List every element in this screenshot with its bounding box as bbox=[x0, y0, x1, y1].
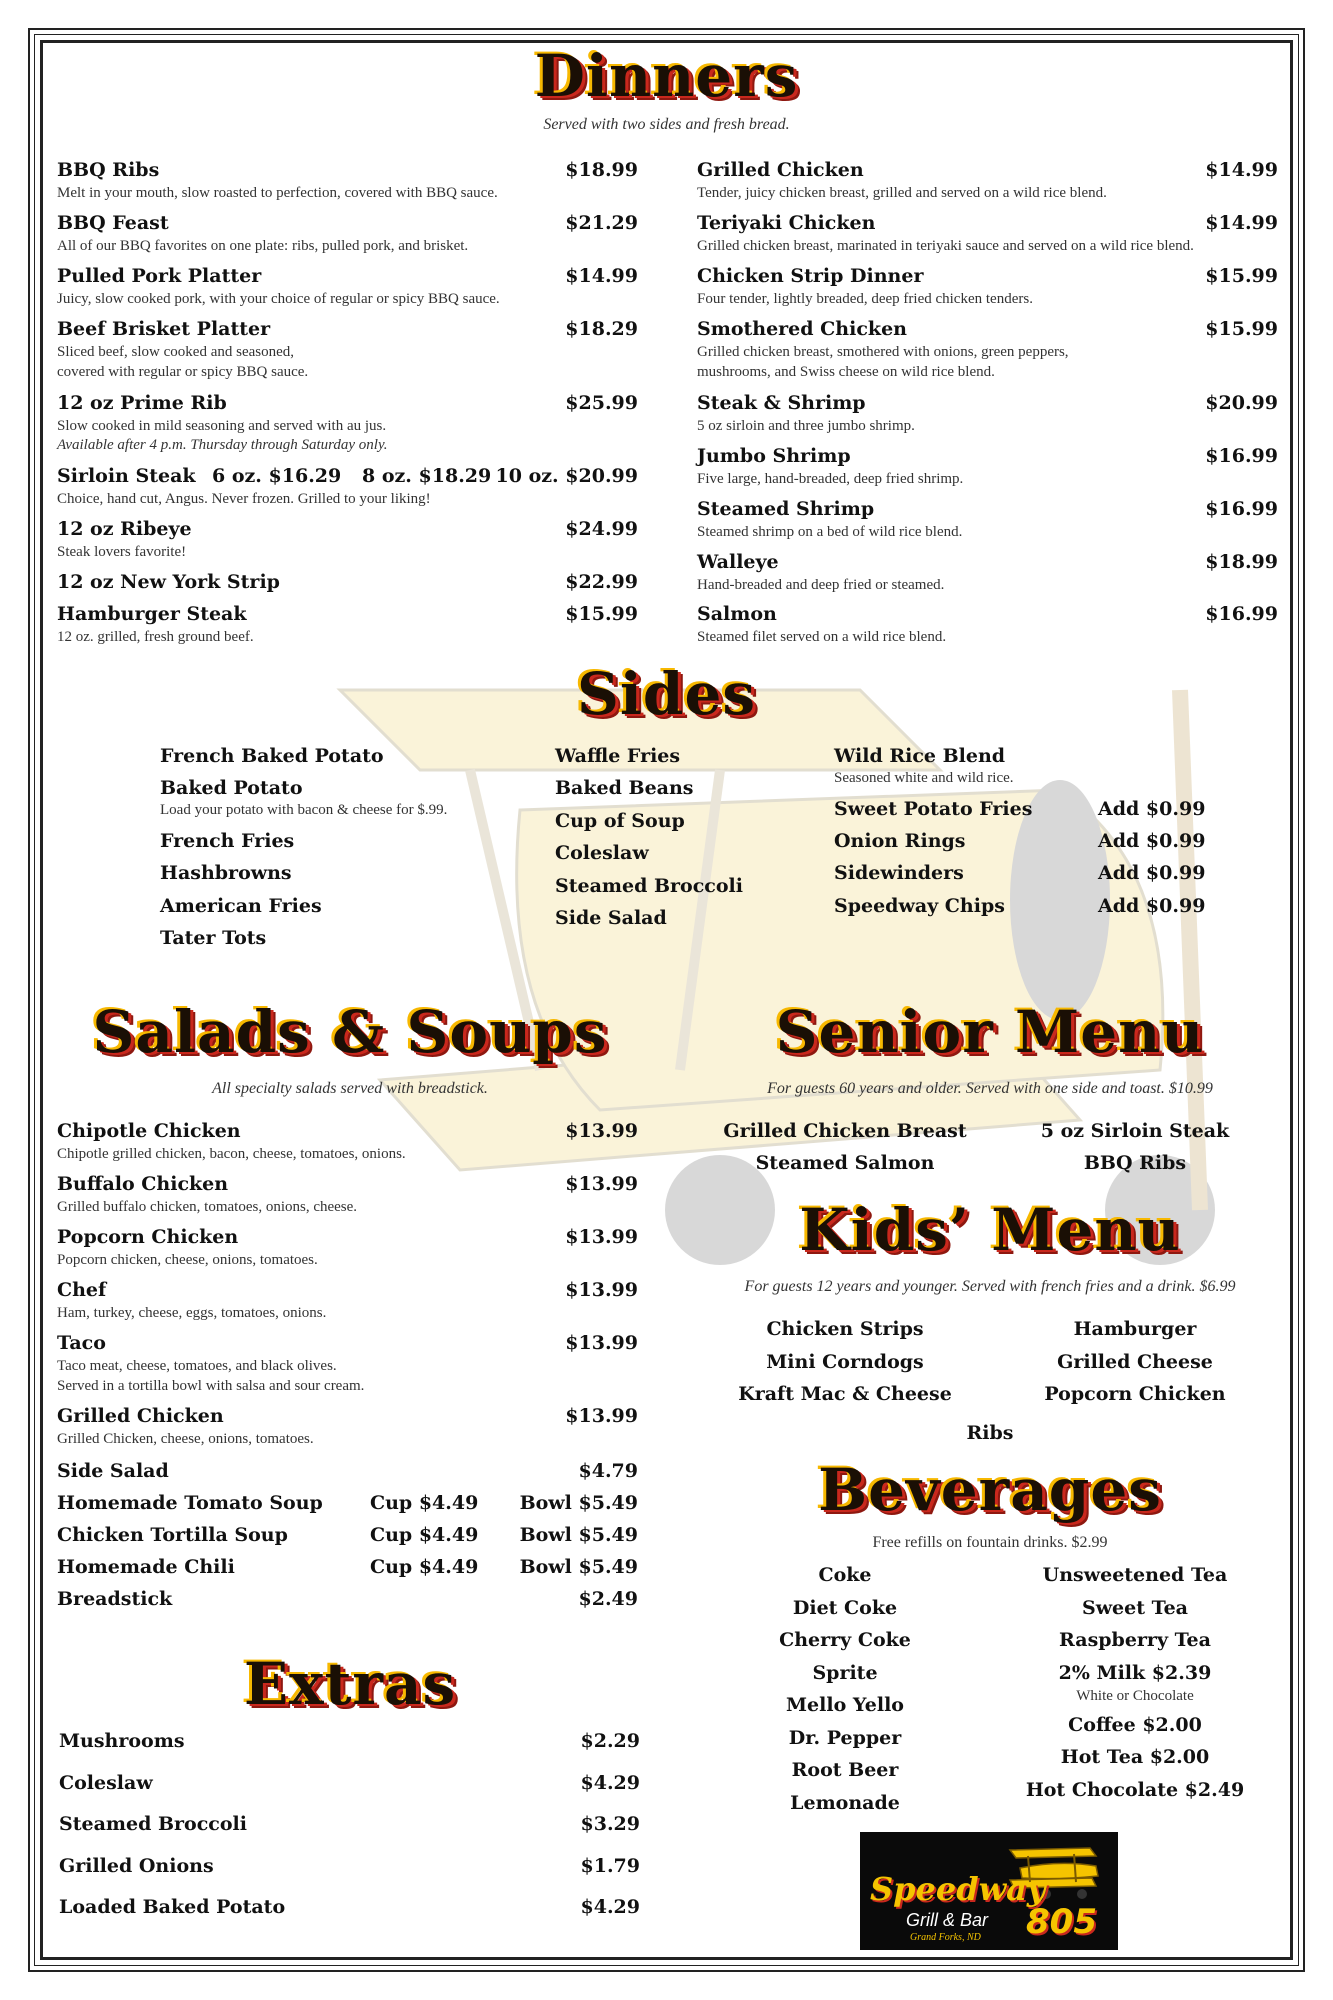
menu-item-price: $18.99 bbox=[1205, 551, 1278, 573]
dinners-subtitle: Served with two sides and fresh bread. bbox=[543, 116, 790, 133]
menu-item-price: $2.49 bbox=[578, 1588, 638, 1610]
soup-bowl-price: Bowl $5.49 bbox=[519, 1556, 638, 1578]
side-upcharge: Add $0.99 bbox=[1098, 895, 1206, 917]
menu-item-price: $15.99 bbox=[1205, 318, 1278, 340]
extra-price: $4.29 bbox=[580, 1772, 640, 1794]
dinners-heading: Dinners bbox=[534, 42, 799, 110]
soup-name: Homemade Chili bbox=[57, 1556, 235, 1578]
side-item-note: Seasoned white and wild rice. bbox=[834, 770, 1014, 786]
side-upcharge: Add $0.99 bbox=[1098, 798, 1206, 820]
side-item: Baked Beans bbox=[555, 777, 694, 799]
side-item: Onion Rings bbox=[834, 830, 966, 852]
menu-item-name: BBQ Ribs bbox=[57, 159, 160, 181]
senior-item: BBQ Ribs bbox=[1083, 1152, 1187, 1174]
speedway-logo bbox=[860, 1832, 1118, 1950]
menu-item-price: $14.99 bbox=[1205, 212, 1278, 234]
menu-item-desc: Tender, juicy chicken breast, grilled and served on a wild rice blend. bbox=[697, 185, 1107, 201]
menu-item-desc: Grilled chicken breast, marinated in teriyaki sauce and served on a wild rice blend. bbox=[697, 238, 1194, 254]
extra-price: $4.29 bbox=[580, 1896, 640, 1918]
sirloin-option: 6 oz. $16.29 bbox=[212, 465, 342, 487]
beverage-item: Cherry Coke bbox=[779, 1629, 911, 1651]
menu-item-name: 12 oz New York Strip bbox=[57, 571, 280, 593]
menu-item-desc: Grilled buffalo chicken, tomatoes, onions, cheese. bbox=[57, 1199, 358, 1215]
menu-item-name: Pulled Pork Platter bbox=[57, 265, 262, 287]
menu-item-name: Popcorn Chicken bbox=[57, 1226, 239, 1248]
menu-item-price: $18.29 bbox=[565, 318, 638, 340]
menu-item-price: $14.99 bbox=[565, 265, 638, 287]
beverage-item: Mello Yello bbox=[786, 1694, 904, 1716]
beverage-item: Dr. Pepper bbox=[788, 1727, 902, 1749]
extra-price: $3.29 bbox=[580, 1813, 640, 1835]
side-item-note: Load your potato with bacon & cheese for $.99. bbox=[160, 802, 448, 818]
side-item: Sweet Potato Fries bbox=[834, 798, 1033, 820]
kids-item: Popcorn Chicken bbox=[1044, 1383, 1226, 1405]
menu-item-desc: 12 oz. grilled, fresh ground beef. bbox=[57, 629, 254, 645]
menu-item-price: $13.99 bbox=[565, 1226, 638, 1248]
menu-item-name: 12 oz Prime Rib bbox=[57, 392, 227, 414]
menu-item-price: $24.99 bbox=[565, 518, 638, 540]
menu-item-price: $16.99 bbox=[1205, 603, 1278, 625]
menu-item-price: $13.99 bbox=[565, 1173, 638, 1195]
menu-item-price: $13.99 bbox=[565, 1405, 638, 1427]
menu-item-name: Chipotle Chicken bbox=[57, 1120, 241, 1142]
soup-cup-price: Cup $4.49 bbox=[370, 1492, 479, 1514]
menu-item-name: Breadstick bbox=[57, 1588, 173, 1610]
menu-item-desc: Hand-breaded and deep fried or steamed. bbox=[697, 577, 945, 593]
kids-item: Chicken Strips bbox=[766, 1318, 924, 1340]
beverages-subtitle: Free refills on fountain drinks. $2.99 bbox=[872, 1534, 1108, 1551]
soup-bowl-price: Bowl $5.49 bbox=[519, 1492, 638, 1514]
soup-name: Chicken Tortilla Soup bbox=[57, 1524, 288, 1546]
senior-heading: Senior Menu bbox=[775, 998, 1205, 1066]
menu-item-price: $13.99 bbox=[565, 1120, 638, 1142]
milk-note: White or Chocolate bbox=[1076, 1688, 1194, 1704]
senior-item: Steamed Salmon bbox=[755, 1152, 935, 1174]
extra-item: Loaded Baked Potato bbox=[59, 1896, 286, 1918]
side-item: Waffle Fries bbox=[555, 745, 681, 767]
menu-item-desc: Chipotle grilled chicken, bacon, cheese, tomatoes, onions. bbox=[57, 1146, 406, 1162]
side-item: Baked Potato bbox=[160, 777, 303, 799]
menu-item-name: Salmon bbox=[697, 603, 777, 625]
logo-subtitle: Grill & Bar bbox=[906, 1910, 989, 1930]
kids-subtitle: For guests 12 years and younger. Served with french fries and a drink. $6.99 bbox=[744, 1278, 1236, 1295]
beverages-heading: Beverages bbox=[818, 1456, 1162, 1524]
beverage-item: Coffee $2.00 bbox=[1068, 1714, 1202, 1736]
menu-item-price: $4.79 bbox=[578, 1460, 638, 1482]
menu-item-desc: Choice, hand cut, Angus. Never frozen. Grilled to your liking! bbox=[57, 491, 431, 507]
menu-item-name: Smothered Chicken bbox=[697, 318, 907, 340]
beverage-item: Coke bbox=[818, 1564, 872, 1586]
menu-item-name: Steamed Shrimp bbox=[697, 498, 875, 520]
side-item: Tater Tots bbox=[160, 927, 267, 949]
beverage-item: Hot Tea $2.00 bbox=[1060, 1746, 1210, 1768]
menu-item-price: $20.99 bbox=[1205, 392, 1278, 414]
side-item: Steamed Broccoli bbox=[555, 875, 743, 897]
kids-item: Hamburger bbox=[1073, 1318, 1197, 1340]
side-item: French Fries bbox=[160, 830, 295, 852]
menu-item-desc: Five large, hand-breaded, deep fried shrimp. bbox=[697, 471, 964, 487]
menu-item-desc: mushrooms, and Swiss cheese on wild rice blend. bbox=[697, 364, 995, 380]
extra-item: Steamed Broccoli bbox=[59, 1813, 247, 1835]
salads-subtitle: All specialty salads served with breadstick. bbox=[212, 1080, 488, 1097]
menu-item-desc: Ham, turkey, cheese, eggs, tomatoes, onions. bbox=[57, 1305, 327, 1321]
kids-item: Grilled Cheese bbox=[1057, 1351, 1213, 1373]
side-item: Sidewinders bbox=[834, 862, 964, 884]
extra-price: $1.79 bbox=[580, 1855, 640, 1877]
menu-item-desc: Steamed shrimp on a bed of wild rice blend. bbox=[697, 524, 963, 540]
side-item: French Baked Potato bbox=[160, 745, 384, 767]
menu-item-desc: Slow cooked in mild seasoning and served with au jus. bbox=[57, 418, 387, 434]
beverage-item: Root Beer bbox=[791, 1759, 899, 1781]
soup-cup-price: Cup $4.49 bbox=[370, 1556, 479, 1578]
menu-item-name: Sirloin Steak bbox=[57, 465, 196, 487]
soup-cup-price: Cup $4.49 bbox=[370, 1524, 479, 1546]
menu-item-name: Taco bbox=[57, 1332, 106, 1354]
menu-item-name: Jumbo Shrimp bbox=[697, 445, 851, 467]
menu-item-name: Teriyaki Chicken bbox=[697, 212, 876, 234]
menu-item-name: Grilled Chicken bbox=[697, 159, 864, 181]
menu-item-price: $15.99 bbox=[565, 603, 638, 625]
beverage-item: Hot Chocolate $2.49 bbox=[1025, 1779, 1245, 1801]
menu-item-price: $13.99 bbox=[565, 1332, 638, 1354]
senior-subtitle: For guests 60 years and older. Served with one side and toast. $10.99 bbox=[767, 1080, 1213, 1097]
extra-price: $2.29 bbox=[580, 1730, 640, 1752]
menu-item-price: $25.99 bbox=[565, 392, 638, 414]
menu-item-desc: Popcorn chicken, cheese, onions, tomatoes. bbox=[57, 1252, 318, 1268]
sirloin-option: 8 oz. $18.29 bbox=[362, 465, 492, 487]
side-upcharge: Add $0.99 bbox=[1098, 830, 1206, 852]
kids-item: Ribs bbox=[966, 1422, 1014, 1444]
menu-item-name: Buffalo Chicken bbox=[57, 1173, 229, 1195]
kids-item: Mini Corndogs bbox=[766, 1351, 924, 1373]
side-item: Wild Rice Blend bbox=[834, 745, 1006, 767]
side-item: Speedway Chips bbox=[834, 895, 1005, 917]
menu-item-desc: Melt in your mouth, slow roasted to perfection, covered with BBQ sauce. bbox=[57, 185, 498, 201]
menu-item-name: Steak & Shrimp bbox=[697, 392, 866, 414]
beverage-item: Sprite bbox=[812, 1662, 878, 1684]
menu-item-name: Hamburger Steak bbox=[57, 603, 247, 625]
menu-item-desc: All of our BBQ favorites on one plate: ribs, pulled pork, and brisket. bbox=[57, 238, 469, 254]
sides-heading: Sides bbox=[576, 660, 757, 728]
menu-item-desc: Juicy, slow cooked pork, with your choice of regular or spicy BBQ sauce. bbox=[57, 291, 500, 307]
logo-number: 805 bbox=[1026, 1902, 1097, 1942]
menu-item-name: Chef bbox=[57, 1279, 107, 1301]
side-item: Coleslaw bbox=[555, 842, 649, 864]
menu-item-desc: covered with regular or spicy BBQ sauce. bbox=[57, 364, 309, 380]
side-item: Hashbrowns bbox=[160, 862, 292, 884]
menu-item-name: Walleye bbox=[697, 551, 779, 573]
menu-item-desc: Steamed filet served on a wild rice blend. bbox=[697, 629, 947, 645]
menu-item-price: $18.99 bbox=[565, 159, 638, 181]
senior-item: Grilled Chicken Breast bbox=[723, 1120, 967, 1142]
menu-item-price: $16.99 bbox=[1205, 498, 1278, 520]
menu-item-price: $13.99 bbox=[565, 1279, 638, 1301]
menu-item-name: 12 oz Ribeye bbox=[57, 518, 192, 540]
beverage-item: Sweet Tea bbox=[1081, 1597, 1188, 1619]
menu-item-desc: Sliced beef, slow cooked and seasoned, bbox=[57, 344, 295, 360]
extra-item: Grilled Onions bbox=[59, 1855, 214, 1877]
menu-item-name: Beef Brisket Platter bbox=[57, 318, 271, 340]
side-item: Cup of Soup bbox=[555, 810, 685, 832]
side-upcharge: Add $0.99 bbox=[1098, 862, 1206, 884]
beverage-item: Raspberry Tea bbox=[1059, 1629, 1211, 1651]
salads-heading: Salads & Soups bbox=[92, 998, 608, 1066]
menu-item-price: $16.99 bbox=[1205, 445, 1278, 467]
side-item: Side Salad bbox=[555, 907, 667, 929]
side-item: American Fries bbox=[160, 895, 322, 917]
menu-item-desc: 5 oz sirloin and three jumbo shrimp. bbox=[697, 418, 915, 434]
senior-item: 5 oz Sirloin Steak bbox=[1040, 1120, 1230, 1142]
menu-item-price: $15.99 bbox=[1205, 265, 1278, 287]
logo-location: Grand Forks, ND bbox=[910, 1932, 981, 1943]
menu-item-price: $21.29 bbox=[565, 212, 638, 234]
beverage-item: Lemonade bbox=[790, 1792, 900, 1814]
kids-heading: Kids’ Menu bbox=[799, 1196, 1181, 1264]
menu-item-name: Side Salad bbox=[57, 1460, 169, 1482]
menu-item-desc: Four tender, lightly breaded, deep fried chicken tenders. bbox=[697, 291, 1033, 307]
menu-item-desc: Steak lovers favorite! bbox=[57, 544, 187, 560]
beverage-item: 2% Milk $2.39 bbox=[1058, 1662, 1212, 1684]
beverage-item: Diet Coke bbox=[792, 1597, 898, 1619]
menu-item-name: Grilled Chicken bbox=[57, 1405, 224, 1427]
menu-item-desc: Served in a tortilla bowl with salsa and sour cream. bbox=[57, 1378, 365, 1394]
extra-item: Coleslaw bbox=[59, 1772, 153, 1794]
menu-item-name: Chicken Strip Dinner bbox=[697, 265, 924, 287]
menu-item-price: $22.99 bbox=[565, 571, 638, 593]
menu-item-price: $14.99 bbox=[1205, 159, 1278, 181]
beverage-item: Unsweetened Tea bbox=[1042, 1564, 1228, 1586]
menu-item-desc: Grilled Chicken, cheese, onions, tomatoes. bbox=[57, 1431, 314, 1447]
extra-item: Mushrooms bbox=[59, 1730, 185, 1752]
soup-name: Homemade Tomato Soup bbox=[57, 1492, 323, 1514]
menu-item-desc: Taco meat, cheese, tomatoes, and black olives. bbox=[57, 1358, 337, 1374]
menu-item-desc: Grilled chicken breast, smothered with onions, green peppers, bbox=[697, 344, 1069, 360]
sirloin-option: 10 oz. $20.99 bbox=[495, 465, 638, 487]
extras-heading: Extras bbox=[243, 1650, 457, 1718]
kids-item: Kraft Mac & Cheese bbox=[738, 1383, 952, 1405]
soup-bowl-price: Bowl $5.49 bbox=[519, 1524, 638, 1546]
availability-note: Available after 4 p.m. Thursday through Saturday only. bbox=[57, 437, 388, 453]
menu-item-name: BBQ Feast bbox=[57, 212, 169, 234]
logo-wordmark: Speedway bbox=[870, 1870, 1046, 1908]
